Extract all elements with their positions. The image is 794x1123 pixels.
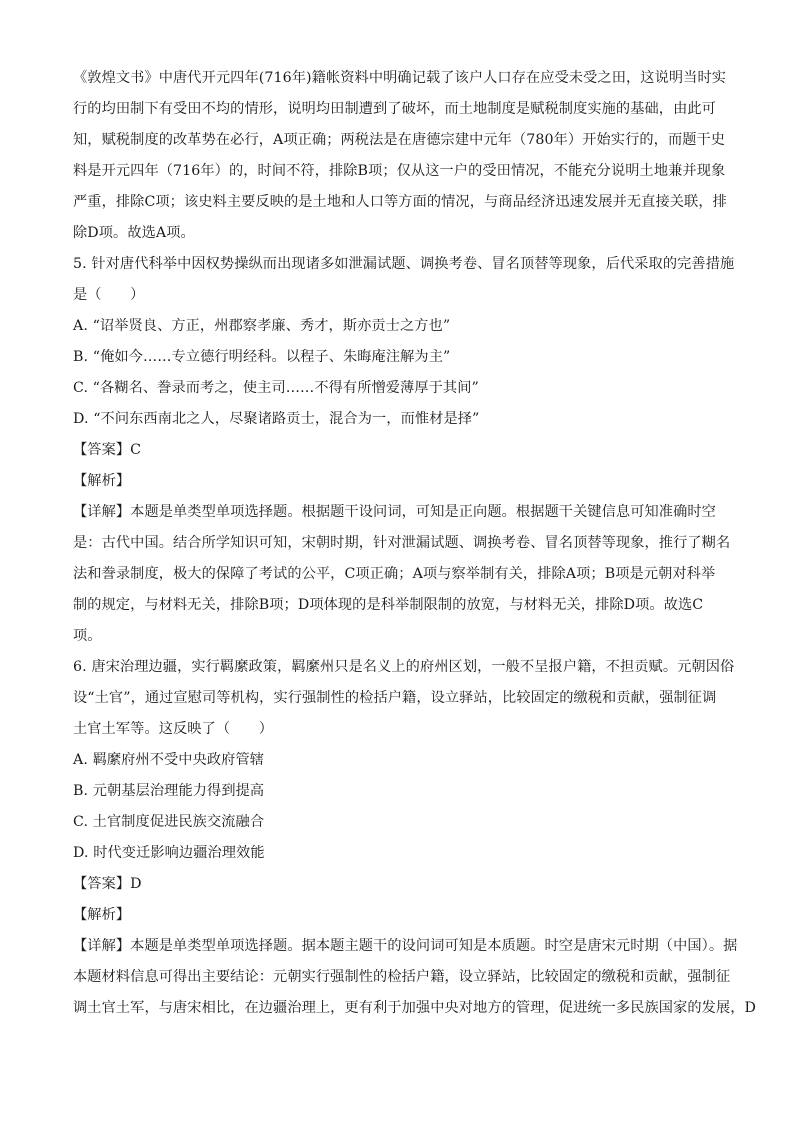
question-6-detail: 调土官土军，与唐宋相比，在边疆治理上，更有利于加强中央对地方的管理，促进统一多民族国家的发展，D [73,1000,756,1016]
question-5-stem: 5. 针对唐代科举中因权势操纵而出现诸多如泄漏试题、调换考卷、冒名顶替等现象，后代采取的完善措施 [73,256,735,272]
question-5-detail: 法和誊录制度，极大的保障了考试的公平，C项正确；A项与察举制有关，排除A项；B项是元朝对科举 [73,566,716,582]
paragraph-line: 知，赋税制度的改革势在必行，A项正确；两税法是在唐德宗建中元年（780年）开始实行的，而题干史 [73,132,726,148]
question-6-analysis-label: 【解析】 [73,907,131,923]
question-6-answer: 【答案】D [73,876,142,892]
question-6-detail: 【详解】本题是单类型单项选择题。据本题主题干的设问词可知是本质题。时空是唐宋元时期（中国）。据 [73,938,738,954]
question-6-detail: 本题材料信息可得出主要结论：元朝实行强制性的检括户籍，设立驿站，比较固定的缴税和贡献，强制征 [73,969,731,985]
question-6-option-d: D. 时代变迁影响边疆治理效能 [73,845,265,861]
question-5-answer: 【答案】C [73,442,142,458]
paragraph-line: 《敦煌文书》中唐代开元四年(716年)籍帐资料中明确记载了该户人口存在应受未受之田，这说明当时实 [73,70,727,86]
question-5-analysis-label: 【解析】 [73,473,131,489]
question-5-detail: 制的规定，与材料无关，排除B项；D项体现的是科举制限制的放宽，与材料无关，排除D项。故选C [73,597,704,613]
question-5-option-d: D. “不问东西南北之人，尽聚诸路贡士，混合为一，而惟材是择” [73,411,480,427]
question-5-option-c: C. “各糊名、誊录而考之，使主司……不得有所憎爱薄厚于其间” [73,380,479,396]
paragraph-line: 严重，排除C项；该史料主要反映的是土地和人口等方面的情况，与商品经济迅速发展并无直接关联，排 [73,194,727,210]
question-5-option-b: B. “俺如今……专立德行明经科。以程子、朱晦庵注解为主” [73,349,451,365]
question-5-option-a: A. “诏举贤良、方正，州郡察孝廉、秀才，斯亦贡士之方也” [73,318,451,334]
paragraph-line: 料是开元四年（716年）的，时间不符，排除B项；仅从这一户的受田情况，不能充分说明土地兼并现象 [73,163,726,179]
question-5-detail: 是：古代中国。结合所学知识可知，宋朝时期，针对泄漏试题、调换考卷、冒名顶替等现象，推行了糊名 [73,535,731,551]
paragraph-line: 除D项。故选A项。 [73,225,195,241]
question-6-stem: 6. 唐宋治理边疆，实行羁縻政策，羁縻州只是名义上的府州区划，一般不呈报户籍，不担贡赋。元朝因俗 [73,659,735,675]
question-6-stem: 土官土军等。这反映了（ ） [73,721,274,737]
question-5-detail: 【详解】本题是单类型单项选择题。根据题干设问词，可知是正向题。根据题干关键信息可知准确时空 [73,504,716,520]
question-6-option-b: B. 元朝基层治理能力得到提高 [73,783,265,799]
question-6-option-a: A. 羁縻府州不受中央政府管辖 [73,752,265,768]
question-5-stem: 是（ ） [73,287,145,303]
question-6-option-c: C. 土官制度促进民族交流融合 [73,814,265,830]
paragraph-line: 行的均田制下有受田不均的情形，说明均田制遭到了破坏，而土地制度是赋税制度实施的基础，由此可 [73,101,716,117]
question-5-detail: 项。 [73,628,102,644]
question-6-stem: 设“土官”，通过宣慰司等机构，实行强制性的检括户籍，设立驿站，比较固定的缴税和贡献，强制征调 [73,690,717,706]
